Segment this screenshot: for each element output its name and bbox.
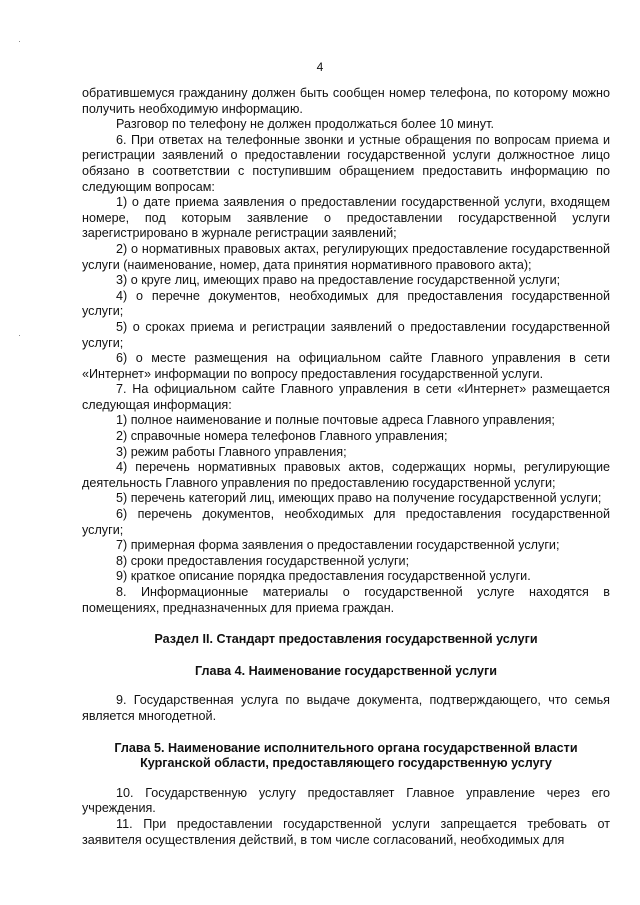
list-item: 1) полное наименование и полные почтовые адреса Главного управления; bbox=[116, 413, 555, 428]
paragraph: 8. Информационные материалы о государственной услуге находятся в помещениях, предназначенных для приема граждан. bbox=[82, 585, 610, 615]
list-item: 8) сроки предоставления государственной услуги; bbox=[116, 553, 410, 568]
document-body bbox=[82, 86, 610, 848]
list-item: 3) о круге лиц, имеющих право на предоставление государственной услуги; bbox=[116, 273, 561, 288]
paragraph: 7. На официальном сайте Главного управления в сети «Интернет» размещается следующая информация: bbox=[82, 382, 610, 412]
chapter-heading-line: Курганской области, предоставляющего государственную услугу bbox=[140, 756, 552, 771]
list-item: 5) перечень категорий лиц, имеющих право на получение государственной услуги; bbox=[116, 491, 602, 506]
list-item: 5) о сроках приема и регистрации заявлений о предоставлении государственной услуги; bbox=[82, 319, 610, 350]
paragraph: 11. При предоставлении государственной услуги запрещается требовать от заявителя осуществления действий, в том числе согласований, необходимых для bbox=[82, 816, 610, 847]
list-item: 9) краткое описание порядка предоставления государственной услуги. bbox=[116, 569, 531, 584]
list-item: 6) о месте размещения на официальном сайте Главного управления в сети «Интернет» информации по вопросу предоставления государственной услуги. bbox=[82, 351, 610, 381]
scan-mark: · bbox=[18, 36, 21, 46]
list-item: 3) режим работы Главного управления; bbox=[116, 444, 347, 459]
scan-mark: · bbox=[18, 330, 21, 340]
list-item: 4) о перечне документов, необходимых для предоставления государственной услуги; bbox=[82, 288, 610, 319]
paragraph: обратившемуся гражданину должен быть сообщен номер телефона, по которому можно получить необходимую информацию. bbox=[82, 86, 610, 116]
chapter-heading bbox=[82, 741, 610, 772]
section-heading: Раздел II. Стандарт предоставления государственной услуги bbox=[154, 632, 538, 647]
list-item: 7) примерная форма заявления о предоставлении государственной услуги; bbox=[116, 538, 560, 553]
chapter-heading-line: Глава 5. Наименование исполнительного органа государственной власти bbox=[114, 740, 578, 755]
page-number: 4 bbox=[316, 60, 324, 74]
list-item: 6) перечень документов, необходимых для предоставления государственной услуги; bbox=[82, 507, 610, 537]
paragraph: 9. Государственная услуга по выдаче документа, подтверждающего, что семья является многодетной. bbox=[82, 693, 610, 723]
list-item: 2) о нормативных правовых актах, регулирующих предоставление государственной услуги (наименование, номер, дата принятия нормативного правового акта); bbox=[82, 241, 610, 272]
paragraph: 10. Государственную услугу предоставляет Главное управление через его учреждения. bbox=[82, 785, 610, 816]
chapter-heading: Глава 4. Наименование государственной услуги bbox=[195, 663, 497, 678]
paragraph: 6. При ответах на телефонные звонки и устные обращения по вопросам приема и регистрации заявлений о предоставлении государственной услуги должностное лицо обязано в соответствии с поступившим обращением предоставить информацию по следующим вопросам: bbox=[82, 132, 610, 194]
list-item: 2) справочные номера телефонов Главного управления; bbox=[116, 429, 448, 444]
paragraph: Разговор по телефону не должен продолжаться более 10 минут. bbox=[116, 117, 494, 132]
list-item: 4) перечень нормативных правовых актов, содержащих нормы, регулирующие деятельность Главного управления по предоставлению государственной услуги; bbox=[82, 460, 610, 490]
list-item: 1) о дате приема заявления о предоставлении государственной услуги, входящем номере, под которым заявление о предоставлении государственной услуги зарегистрировано в журнале регистрации заявлений; bbox=[82, 195, 610, 241]
